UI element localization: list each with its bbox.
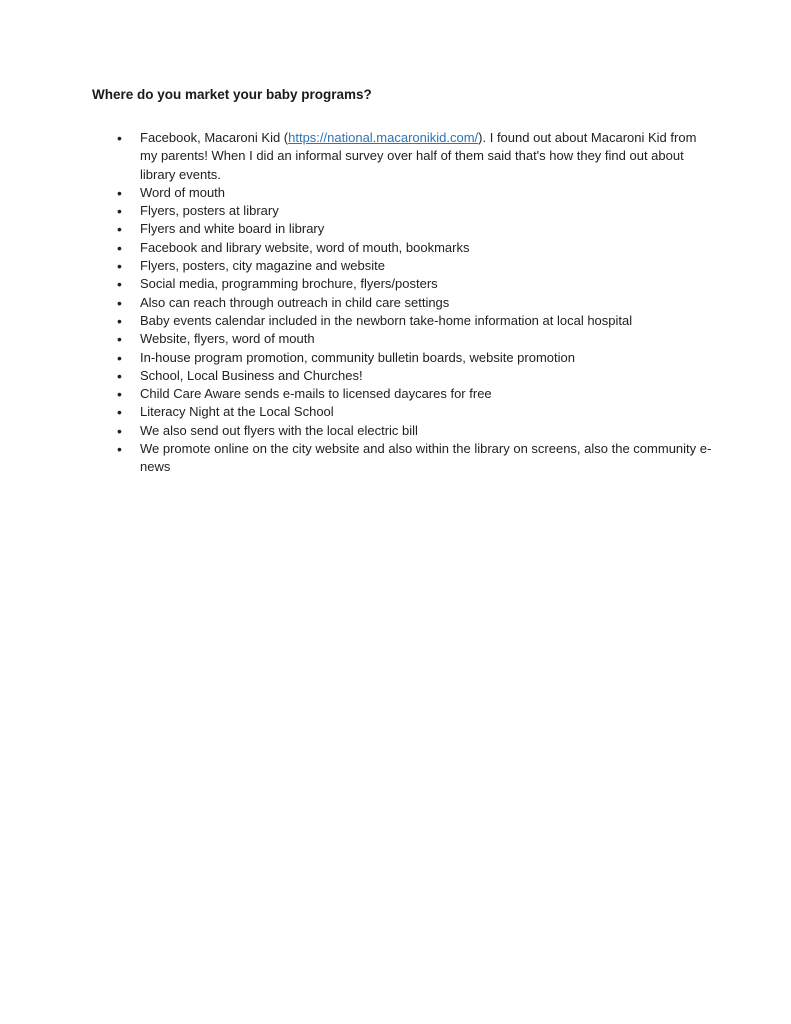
list-item: • Flyers, posters, city magazine and website — [140, 257, 715, 275]
page-title: Where do you market your baby programs? — [92, 87, 372, 102]
list-item: • Baby events calendar included in the newborn take-home information at local hospital — [140, 312, 715, 330]
list-item: • In-house program promotion, community bulletin boards, website promotion — [140, 349, 715, 367]
list-item: • We promote online on the city website and also within the library on screens, also the community e-news — [140, 440, 715, 477]
list-item: • Flyers and white board in library — [140, 220, 715, 238]
list-item: • Facebook and library website, word of mouth, bookmarks — [140, 239, 715, 257]
list-item: • Child Care Aware sends e-mails to licensed daycares for free — [140, 385, 715, 403]
list-item: • Also can reach through outreach in child care settings — [140, 294, 715, 312]
macaronikid-link[interactable]: https://national.macaronikid.com/ — [288, 130, 479, 145]
bullet-list — [92, 129, 715, 477]
list-item: • Literacy Night at the Local School — [140, 403, 715, 421]
list-item — [140, 129, 715, 184]
list-item: • Flyers, posters at library — [140, 202, 715, 220]
list-item: • Website, flyers, word of mouth — [140, 330, 715, 348]
list-item: • School, Local Business and Churches! — [140, 367, 715, 385]
list-item: • We also send out flyers with the local electric bill — [140, 422, 715, 440]
list-item-text: ). I found out about Macaroni Kid from my parents! When I did an informal survey over half of them said that's how they find out about library events. — [140, 130, 697, 182]
list-item: • Social media, programming brochure, flyers/posters — [140, 275, 715, 293]
list-item-text: Facebook, Macaroni Kid ( — [140, 130, 289, 145]
list-item: • Word of mouth — [140, 184, 715, 202]
